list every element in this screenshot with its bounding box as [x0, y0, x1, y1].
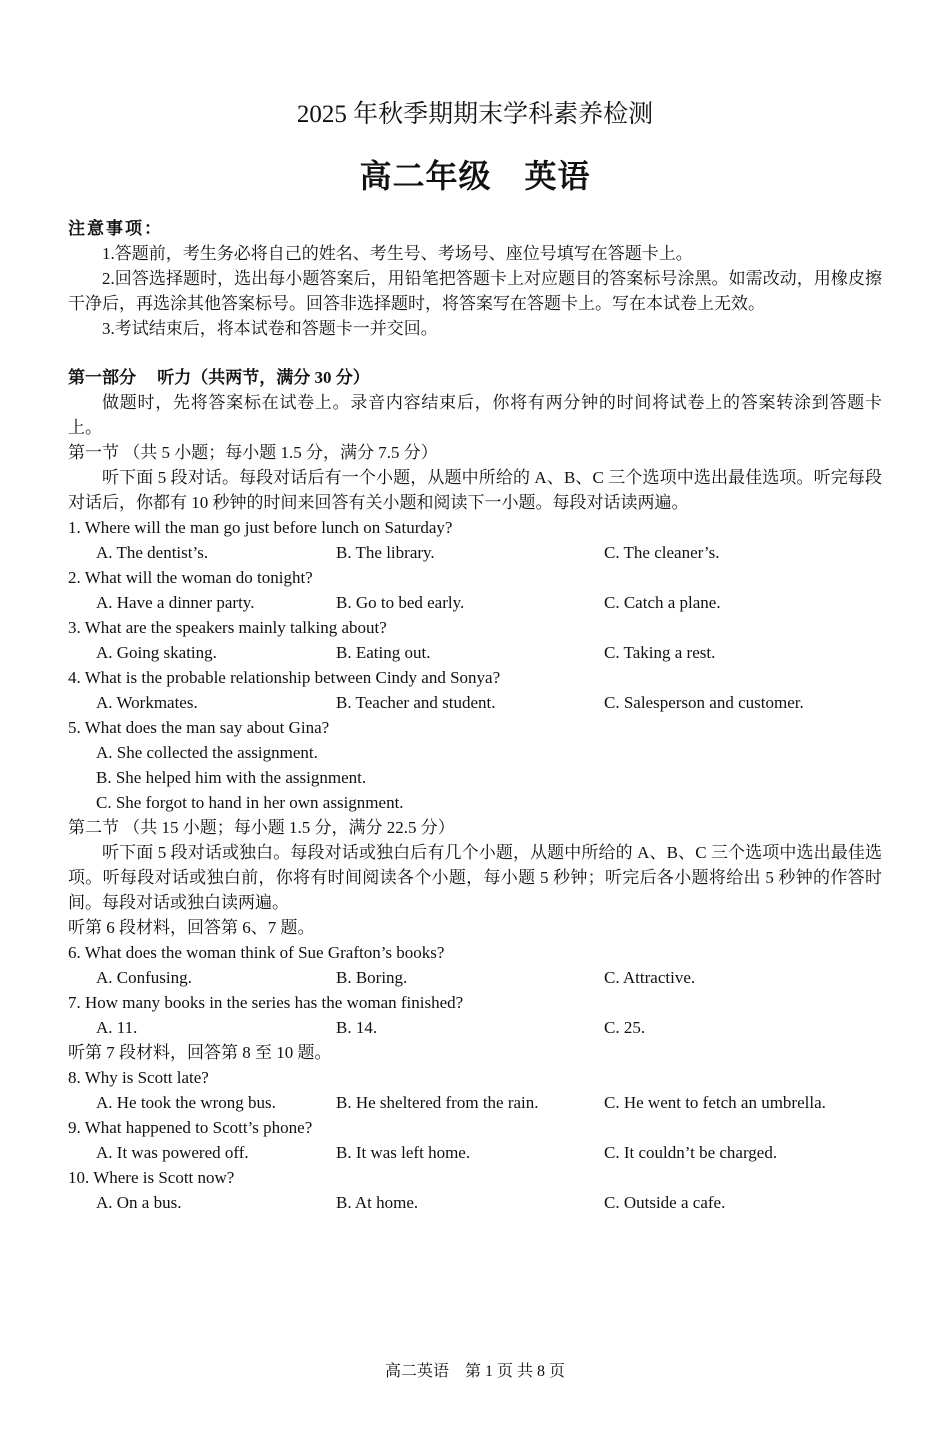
question-4: 4. What is the probable relationship between Cindy and Sonya? — [68, 668, 501, 687]
section1-instructions: 听下面 5 段对话。每段对话后有一个小题，从题中所给的 A、B、C 三个选项中选出最佳选项。听完每段对话后，你都有 10 秒钟的时间来回答有关小题和阅读下一小题。每段对话读两遍。 — [68, 468, 882, 512]
option-b: B. Go to bed early. — [336, 593, 465, 612]
option-b: B. It was left home. — [336, 1143, 471, 1162]
option-c: C. The cleaner’s. — [604, 543, 720, 562]
option-b: B. He sheltered from the rain. — [336, 1093, 539, 1112]
option-b: B. Eating out. — [336, 643, 431, 662]
option-c: C. Salesperson and customer. — [604, 693, 804, 712]
options-9 — [68, 1140, 882, 1165]
options-10 — [68, 1190, 882, 1215]
question-2: 2. What will the woman do tonight? — [68, 568, 313, 587]
option-a: A. 11. — [96, 1018, 138, 1037]
page-title: 高二年级 英语 — [359, 158, 591, 194]
notice-item: 1.答题前，考生务必将自己的姓名、考生号、考场号、座位号填写在答题卡上。 — [102, 244, 693, 263]
options-3 — [68, 640, 882, 665]
options-7 — [68, 1015, 882, 1040]
options-4 — [68, 690, 882, 715]
exam-page — [0, 100, 950, 1444]
notice-title: 注意事项： — [68, 219, 163, 238]
material-6-label: 听第 6 段材料，回答第 6、7 题。 — [68, 918, 315, 937]
option-c: C. Catch a plane. — [604, 593, 721, 612]
question-6: 6. What does the woman think of Sue Grafton’s books? — [68, 943, 445, 962]
question-3: 3. What are the speakers mainly talking about? — [68, 618, 387, 637]
question-9: 9. What happened to Scott’s phone? — [68, 1118, 313, 1137]
option-c: C. She forgot to hand in her own assignment. — [96, 793, 404, 812]
option-a: A. On a bus. — [96, 1193, 182, 1212]
notice-item: 3.考试结束后，将本试卷和答题卡一并交回。 — [102, 319, 438, 338]
option-a: A. The dentist’s. — [96, 543, 209, 562]
part1-heading: 第一部分 听力（共两节，满分 30 分） — [68, 368, 370, 387]
options-2 — [68, 590, 882, 615]
option-c: C. Attractive. — [604, 968, 696, 987]
notice-item: 2.回答选择题时，选出每小题答案后，用铅笔把答题卡上对应题目的答案标号涂黑。如需改动，用橡皮擦干净后，再选涂其他答案标号。回答非选择题时，将答案写在答题卡上。写在本试卷上无效。 — [68, 269, 882, 313]
option-a: A. He took the wrong bus. — [96, 1093, 276, 1112]
option-a: A. Have a dinner party. — [96, 593, 255, 612]
section2-instructions: 听下面 5 段对话或独白。每段对话或独白后有几个小题，从题中所给的 A、B、C 三个选项中选出最佳选项。听每段对话或独白前，你将有时间阅读各个小题，每小题 5 秒钟；听完后各小题将给出 5 秒钟的作答时间。每段对话或独白读两遍。 — [68, 843, 882, 912]
section2-heading: 第二节 （共 15 小题；每小题 1.5 分，满分 22.5 分） — [68, 818, 455, 837]
option-c: C. Taking a rest. — [604, 643, 716, 662]
question-7: 7. How many books in the series has the woman finished? — [68, 993, 464, 1012]
question-1: 1. Where will the man go just before lunch on Saturday? — [68, 518, 453, 537]
options-6 — [68, 965, 882, 990]
option-b: B. At home. — [336, 1193, 419, 1212]
page-footer: 高二英语 第 1 页 共 8 页 — [384, 1363, 565, 1380]
option-c: C. He went to fetch an umbrella. — [604, 1093, 826, 1112]
option-a: A. Going skating. — [96, 643, 217, 662]
option-b: B. She helped him with the assignment. — [96, 768, 367, 787]
material-7-label: 听第 7 段材料，回答第 8 至 10 题。 — [68, 1043, 332, 1062]
question-10: 10. Where is Scott now? — [68, 1168, 235, 1187]
option-a: A. Confusing. — [96, 968, 192, 987]
exam-header: 2025 年秋季期期末学科素养检测 — [296, 101, 654, 128]
section1-heading: 第一节 （共 5 小题；每小题 1.5 分，满分 7.5 分） — [68, 443, 438, 462]
option-a: A. She collected the assignment. — [96, 743, 318, 762]
option-c: C. 25. — [604, 1018, 646, 1037]
options-8 — [68, 1090, 882, 1115]
option-b: B. Boring. — [336, 968, 408, 987]
option-c: C. Outside a cafe. — [604, 1193, 726, 1212]
option-b: B. Teacher and student. — [336, 693, 496, 712]
option-a: A. Workmates. — [96, 693, 198, 712]
options-1 — [68, 540, 882, 565]
question-8: 8. Why is Scott late? — [68, 1068, 209, 1087]
option-a: A. It was powered off. — [96, 1143, 249, 1162]
part1-intro: 做题时，先将答案标在试卷上。录音内容结束后，你将有两分钟的时间将试卷上的答案转涂到答题卡上。 — [68, 393, 882, 437]
option-c: C. It couldn’t be charged. — [604, 1143, 778, 1162]
option-b: B. 14. — [336, 1018, 378, 1037]
question-5: 5. What does the man say about Gina? — [68, 718, 330, 737]
option-b: B. The library. — [336, 543, 435, 562]
